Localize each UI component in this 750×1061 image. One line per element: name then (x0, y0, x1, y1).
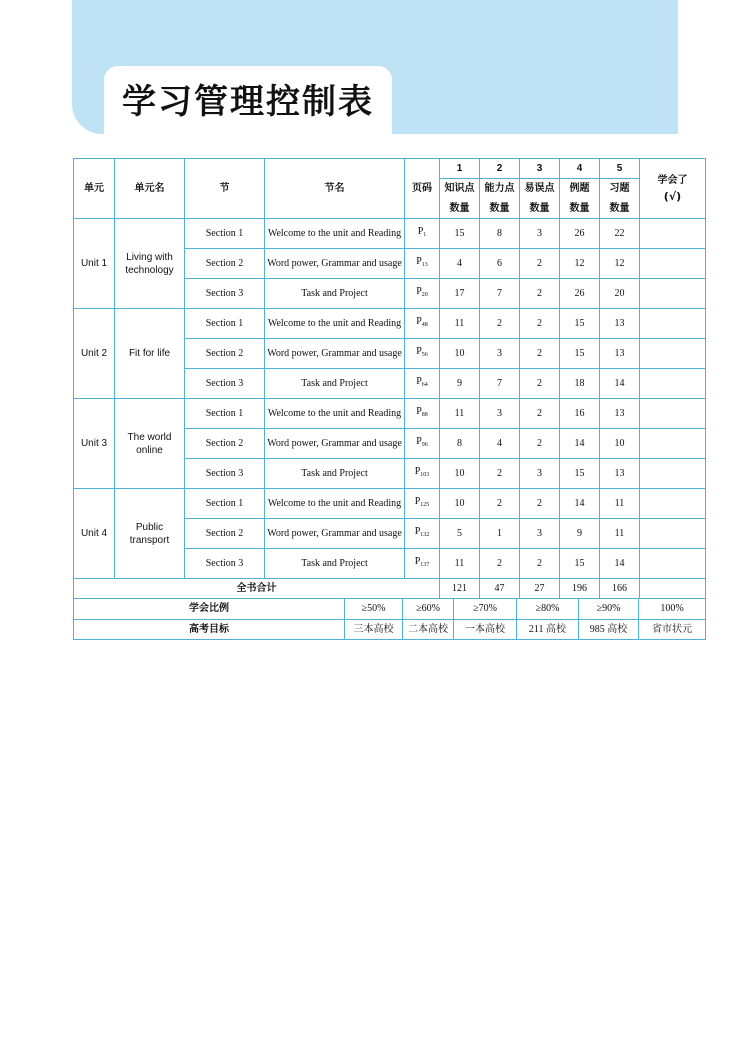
count-error-prone: 2 (520, 279, 560, 309)
page-letter: P (416, 376, 422, 387)
count-examples: 15 (560, 549, 600, 579)
total-row (74, 579, 706, 599)
unit-label: Unit 4 (74, 489, 115, 579)
total-ability: 47 (480, 579, 520, 599)
count-examples: 9 (560, 519, 600, 549)
ratio-value: ≥90% (579, 599, 639, 619)
target-table (73, 599, 706, 640)
page-ref (405, 519, 440, 549)
page-letter: P (416, 256, 422, 267)
page-number: 13 (421, 262, 428, 268)
count-exercises: 13 (600, 309, 640, 339)
page-number: 88 (421, 412, 428, 418)
target-value: 985 高校 (579, 619, 639, 639)
count-exercises: 10 (600, 429, 640, 459)
unit-name-line: The world (127, 431, 172, 443)
page-letter: P (416, 346, 422, 357)
table-row (74, 399, 706, 429)
page-ref (405, 399, 440, 429)
count-knowledge: 10 (440, 459, 480, 489)
table-row (74, 309, 706, 339)
unit-label: Unit 3 (74, 399, 115, 489)
section-label: Section 1 (185, 309, 265, 339)
learned-checkbox-cell[interactable] (640, 309, 706, 339)
header-col-number: 3 (520, 159, 560, 179)
count-knowledge: 5 (440, 519, 480, 549)
target-row (74, 619, 706, 639)
count-error-prone: 2 (520, 309, 560, 339)
section-name: Welcome to the unit and Reading (265, 309, 405, 339)
header-col-label: 知识点 (440, 179, 480, 199)
page-letter: P (417, 226, 424, 237)
page-letter: P (416, 316, 422, 327)
learned-checkbox-cell[interactable] (640, 279, 706, 309)
page-letter: P (414, 496, 421, 507)
page-number: 132 (420, 532, 430, 538)
header-unit-name: 单元名 (115, 159, 185, 219)
page-letter: P (414, 556, 421, 567)
page-number: 64 (421, 382, 428, 388)
total-error-prone: 27 (520, 579, 560, 599)
section-label: Section 2 (185, 339, 265, 369)
count-ability: 3 (480, 339, 520, 369)
table-body (74, 159, 706, 599)
header-learned-line2: (√) (663, 190, 682, 203)
section-name: Word power, Grammar and usage (265, 249, 405, 279)
section-name: Welcome to the unit and Reading (265, 489, 405, 519)
count-examples: 14 (560, 489, 600, 519)
page-number: 56 (421, 352, 428, 358)
count-ability: 7 (480, 369, 520, 399)
section-name: Task and Project (265, 549, 405, 579)
section-name: Word power, Grammar and usage (265, 339, 405, 369)
count-error-prone: 2 (520, 339, 560, 369)
page-number: 1 (423, 232, 427, 238)
table-row (74, 219, 706, 249)
learned-checkbox-cell[interactable] (640, 519, 706, 549)
section-label: Section 2 (185, 519, 265, 549)
section-name: Task and Project (265, 459, 405, 489)
count-error-prone: 2 (520, 429, 560, 459)
target-value: 二本高校 (403, 619, 454, 639)
ratio-value: ≥80% (517, 599, 579, 619)
target-label: 高考目标 (74, 619, 345, 639)
unit-label: Unit 2 (74, 309, 115, 399)
learned-checkbox-cell[interactable] (640, 369, 706, 399)
header-col-label: 习题 (600, 179, 640, 199)
section-label: Section 1 (185, 489, 265, 519)
ratio-value: ≥60% (403, 599, 454, 619)
page-ref (405, 309, 440, 339)
count-knowledge: 11 (440, 309, 480, 339)
page-ref (405, 249, 440, 279)
page-number: 48 (421, 322, 428, 328)
learned-checkbox-cell[interactable] (640, 249, 706, 279)
page-ref (405, 219, 440, 249)
section-label: Section 3 (185, 459, 265, 489)
count-error-prone: 2 (520, 489, 560, 519)
header-col-quantity: 数量 (520, 199, 560, 219)
page-number: 96 (421, 442, 428, 448)
count-ability: 8 (480, 219, 520, 249)
page-ref (405, 489, 440, 519)
count-examples: 18 (560, 369, 600, 399)
target-value: 一本高校 (454, 619, 517, 639)
header-section: 节 (185, 159, 265, 219)
page-ref (405, 369, 440, 399)
header-learned-line1: 学会了 (657, 175, 688, 186)
header-row-numbers (74, 159, 706, 179)
header-col-quantity: 数量 (480, 199, 520, 219)
count-error-prone: 3 (520, 459, 560, 489)
page-ref (405, 549, 440, 579)
section-name: Task and Project (265, 279, 405, 309)
unit-name (115, 309, 185, 399)
unit-name-line: transport (129, 534, 170, 546)
target-value: 省市状元 (639, 619, 706, 639)
page-letter: P (416, 406, 422, 417)
unit-name (115, 399, 185, 489)
page-title: 学习管理控制表 (122, 82, 374, 122)
section-name: Word power, Grammar and usage (265, 519, 405, 549)
learned-checkbox-cell[interactable] (640, 489, 706, 519)
unit-label: Unit 1 (74, 219, 115, 309)
count-exercises: 14 (600, 549, 640, 579)
header-unit: 单元 (74, 159, 115, 219)
page-letter: P (414, 526, 421, 537)
count-knowledge: 17 (440, 279, 480, 309)
count-exercises: 14 (600, 369, 640, 399)
count-exercises: 12 (600, 249, 640, 279)
count-ability: 3 (480, 399, 520, 429)
page-ref (405, 279, 440, 309)
target-value: 211 高校 (517, 619, 579, 639)
header-col-quantity: 数量 (560, 199, 600, 219)
count-knowledge: 8 (440, 429, 480, 459)
study-control-table (73, 158, 706, 599)
count-ability: 1 (480, 519, 520, 549)
section-name: Welcome to the unit and Reading (265, 399, 405, 429)
count-error-prone: 2 (520, 399, 560, 429)
learned-checkbox-cell[interactable] (640, 399, 706, 429)
count-ability: 2 (480, 459, 520, 489)
count-error-prone: 2 (520, 249, 560, 279)
header-col-label: 例题 (560, 179, 600, 199)
section-label: Section 1 (185, 399, 265, 429)
ratio-value: ≥70% (454, 599, 517, 619)
count-knowledge: 10 (440, 489, 480, 519)
page-number: 103 (420, 472, 430, 478)
learned-checkbox-cell[interactable] (640, 429, 706, 459)
section-name: Task and Project (265, 369, 405, 399)
unit-name-line: Fit for life (128, 348, 171, 359)
count-examples: 26 (560, 219, 600, 249)
learned-checkbox-cell[interactable] (640, 459, 706, 489)
count-error-prone: 3 (520, 219, 560, 249)
count-ability: 2 (480, 489, 520, 519)
count-examples: 16 (560, 399, 600, 429)
page-ref (405, 339, 440, 369)
section-label: Section 3 (185, 549, 265, 579)
page-letter: P (414, 466, 421, 477)
header-col-label: 能力点 (480, 179, 520, 199)
count-knowledge: 11 (440, 399, 480, 429)
count-knowledge: 15 (440, 219, 480, 249)
total-learned-cell (640, 579, 706, 599)
count-exercises: 11 (600, 519, 640, 549)
section-label: Section 2 (185, 249, 265, 279)
page-number: 137 (420, 562, 430, 568)
page-ref (405, 429, 440, 459)
learned-checkbox-cell[interactable] (640, 549, 706, 579)
learned-checkbox-cell[interactable] (640, 339, 706, 369)
header-section-name: 节名 (265, 159, 405, 219)
header-page: 页码 (405, 159, 440, 219)
count-knowledge: 11 (440, 549, 480, 579)
header-learned (640, 159, 706, 219)
header-col-number: 1 (440, 159, 480, 179)
unit-name-line: online (136, 444, 163, 456)
count-examples: 26 (560, 279, 600, 309)
count-error-prone: 2 (520, 549, 560, 579)
count-knowledge: 10 (440, 339, 480, 369)
count-exercises: 20 (600, 279, 640, 309)
section-label: Section 3 (185, 279, 265, 309)
target-value: 三本高校 (345, 619, 403, 639)
count-examples: 15 (560, 339, 600, 369)
count-examples: 12 (560, 249, 600, 279)
header-col-quantity: 数量 (600, 199, 640, 219)
count-exercises: 13 (600, 399, 640, 429)
header-col-quantity: 数量 (440, 199, 480, 219)
ratio-row (74, 599, 706, 619)
count-ability: 2 (480, 549, 520, 579)
count-error-prone: 3 (520, 519, 560, 549)
header-col-number: 5 (600, 159, 640, 179)
count-ability: 4 (480, 429, 520, 459)
ratio-label: 学会比例 (74, 599, 345, 619)
unit-name-line: technology (125, 264, 174, 276)
total-label: 全书合计 (74, 579, 440, 599)
unit-name-line: Living with (126, 251, 173, 263)
count-ability: 7 (480, 279, 520, 309)
section-label: Section 3 (185, 369, 265, 399)
count-exercises: 13 (600, 339, 640, 369)
unit-name (115, 219, 185, 309)
unit-name (115, 489, 185, 579)
count-ability: 2 (480, 309, 520, 339)
count-examples: 15 (560, 459, 600, 489)
learned-checkbox-cell[interactable] (640, 219, 706, 249)
count-error-prone: 2 (520, 369, 560, 399)
total-knowledge: 121 (440, 579, 480, 599)
header-col-number: 2 (480, 159, 520, 179)
section-name: Welcome to the unit and Reading (265, 219, 405, 249)
header-col-number: 4 (560, 159, 600, 179)
page-letter: P (416, 436, 422, 447)
unit-name-line: Public (135, 521, 164, 533)
ratio-value: ≥50% (345, 599, 403, 619)
count-knowledge: 9 (440, 369, 480, 399)
header-col-label: 易误点 (520, 179, 560, 199)
table-row (74, 489, 706, 519)
page-letter: P (416, 286, 422, 297)
count-exercises: 22 (600, 219, 640, 249)
page-number: 125 (420, 502, 430, 508)
page-number: 20 (421, 292, 428, 298)
total-exercises: 166 (600, 579, 640, 599)
count-knowledge: 4 (440, 249, 480, 279)
total-examples: 196 (560, 579, 600, 599)
count-exercises: 11 (600, 489, 640, 519)
ratio-value: 100% (639, 599, 706, 619)
section-label: Section 1 (185, 219, 265, 249)
section-name: Word power, Grammar and usage (265, 429, 405, 459)
page-ref (405, 459, 440, 489)
count-examples: 14 (560, 429, 600, 459)
count-exercises: 13 (600, 459, 640, 489)
count-ability: 6 (480, 249, 520, 279)
section-label: Section 2 (185, 429, 265, 459)
count-examples: 15 (560, 309, 600, 339)
